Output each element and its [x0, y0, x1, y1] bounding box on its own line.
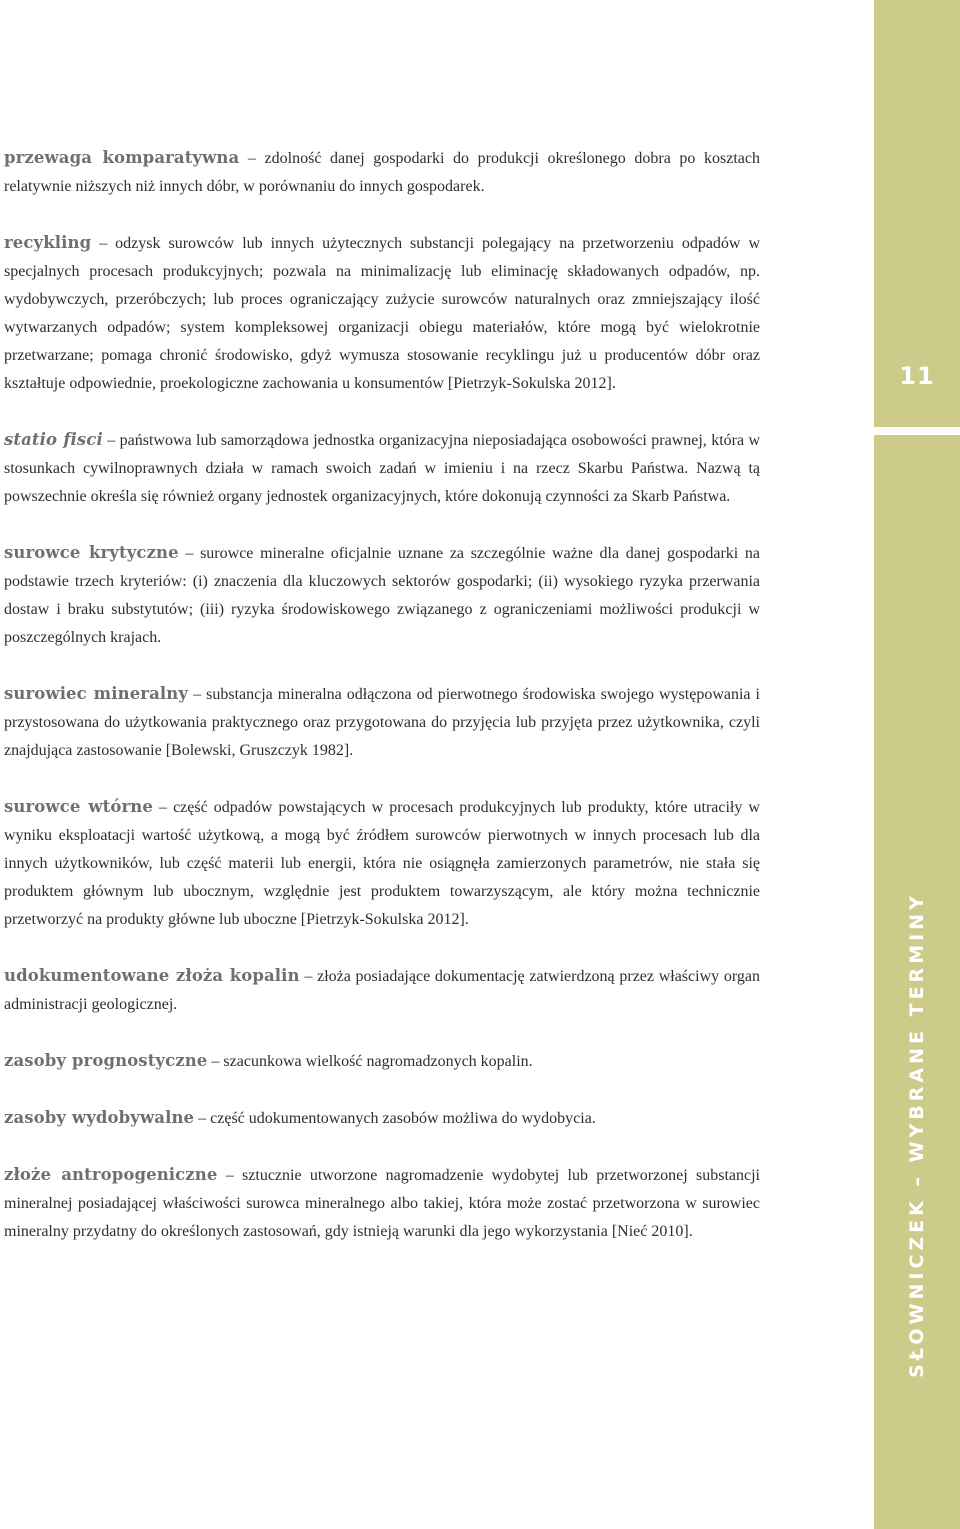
- glossary-term: złoże antropogeniczne: [4, 1165, 218, 1184]
- glossary-entry: [4, 962, 760, 1019]
- glossary-definition: państwowa lub samorządowa jednostka organizacyjna nieposiadająca osobowości prawnej, która w stosunkach cywilnoprawnych działa w ramach swoich zadań w imieniu i na rzecz Skarbu Państwa. Nazwą tą powszechnie określa się również organy jednostek organizacyjnych, które dokonują czynności za Skarb Państwa.: [4, 432, 761, 505]
- glossary-term: surowiec mineralny: [4, 684, 189, 703]
- glossary-entry: [4, 1104, 760, 1133]
- glossary-definition: część odpadów powstających w procesach produkcyjnych lub produkty, które utraciły w wyniku eksploatacji wartość użytkową, a mogą być źródłem surowców pierwotnych w innych procesach lub dla innych użytkowników, lub część materii lub energii, która nie osiągnęła zamierzonych parametrów, nie stała się produktem głównym lub ubocznym, względnie jest produktem towarzyszącym, ale który można technicznie przetworzyć na produkty główne lub uboczne [Pietrzyk-Sokulska 2012].: [4, 799, 760, 928]
- sidebar-section-tab: [874, 435, 960, 1529]
- term-separator: –: [304, 968, 313, 985]
- glossary-entry: [4, 793, 760, 934]
- glossary-entry: [4, 144, 760, 201]
- term-separator: –: [211, 1053, 220, 1070]
- term-separator: –: [159, 799, 168, 816]
- sidebar-page-tab: [874, 0, 960, 427]
- glossary-content: [4, 144, 760, 1246]
- glossary-term: recykling: [4, 233, 92, 252]
- glossary-entry: [4, 680, 760, 765]
- glossary-definition: odzysk surowców lub innych użytecznych substancji polegający na przetworzeniu odpadów w specjalnych procesach produkcyjnych; pozwala na minimalizację lub eliminację składowanych odpadów, np. wydobywczych, przeróbczych; lub proces ograniczający zużycie surowców naturalnych oraz zmniejszający ilość wytwarzanych odpadów; system kompleksowej organizacji obiegu materiałów, które mogą być wielokrotnie przetwarzane; pomaga chronić środowisko, gdyż wymusza stosowanie recyklingu już u producentów dóbr oraz kształtuje odpowiednie, proekologiczne zachowania u konsumentów [Pietrzyk-Sokulska 2012].: [4, 235, 760, 392]
- term-separator: –: [99, 235, 108, 252]
- glossary-definition: zdolność danej gospodarki do produkcji określonego dobra po kosztach relatywnie niższych niż innych dóbr, w porównaniu do innych gospodarek.: [4, 150, 761, 195]
- glossary-entry: [4, 426, 760, 511]
- glossary-term: surowce wtórne: [4, 797, 153, 816]
- glossary-term: statio fisci: [4, 430, 103, 449]
- glossary-definition: część udokumentowanych zasobów możliwa do wydobycia.: [210, 1110, 596, 1127]
- term-separator: –: [193, 686, 202, 703]
- glossary-entry: [4, 229, 760, 398]
- glossary-term: surowce krytyczne: [4, 543, 179, 562]
- glossary-entry: [4, 1047, 760, 1076]
- glossary-definition: sztucznie utworzone nagromadzenie wydobytej lub przetworzonej substancji mineralnej posiadającej właściwości surowca mineralnego albo takiej, która może zostać przetworzona w surowiec mineralny przydatny do określonych zastosowań, gdy istnieją warunki dla jego wykorzystania [Nieć 2010].: [4, 1167, 760, 1240]
- term-separator: –: [107, 432, 116, 449]
- glossary-definition: złoża posiadające dokumentację zatwierdzoną przez właściwy organ administracji geologicznej.: [4, 968, 760, 1013]
- term-separator: –: [225, 1167, 234, 1184]
- glossary-term: przewaga komparatywna: [4, 148, 240, 167]
- glossary-term: zasoby wydobywalne: [4, 1108, 195, 1127]
- term-separator: –: [247, 150, 256, 167]
- term-separator: –: [198, 1110, 207, 1127]
- glossary-definition: szacunkowa wielkość nagromadzonych kopalin.: [223, 1053, 533, 1070]
- section-title: SŁOWNICZEK – WYBRANE TERMINY: [906, 892, 928, 1378]
- glossary-term: zasoby prognostyczne: [4, 1051, 208, 1070]
- glossary-entry: [4, 1161, 760, 1246]
- glossary-entry: [4, 539, 760, 652]
- page-number: 11: [899, 362, 935, 390]
- glossary-term: udokumentowane złoża kopalin: [4, 966, 300, 985]
- glossary-definition: surowce mineralne oficjalnie uznane za szczególnie ważne dla danej gospodarki na podstawie trzech kryteriów: (i) znaczenia dla kluczowych sektorów gospodarki; (ii) wysokiego ryzyka przerwania dostaw i braku substytutów; (iii) ryzyka środowiskowego związanego z ograniczeniami możliwości produkcji w poszczególnych krajach.: [4, 545, 761, 646]
- glossary-definition: substancja mineralna odłączona od pierwotnego środowiska swojego występowania i przystosowana do użytkowania praktycznego oraz przygotowana do przyjęcia lub przyjęta przez użytkownika, czyli znajdująca zastosowanie [Bolewski, Gruszczyk 1982].: [4, 686, 760, 759]
- term-separator: –: [185, 545, 194, 562]
